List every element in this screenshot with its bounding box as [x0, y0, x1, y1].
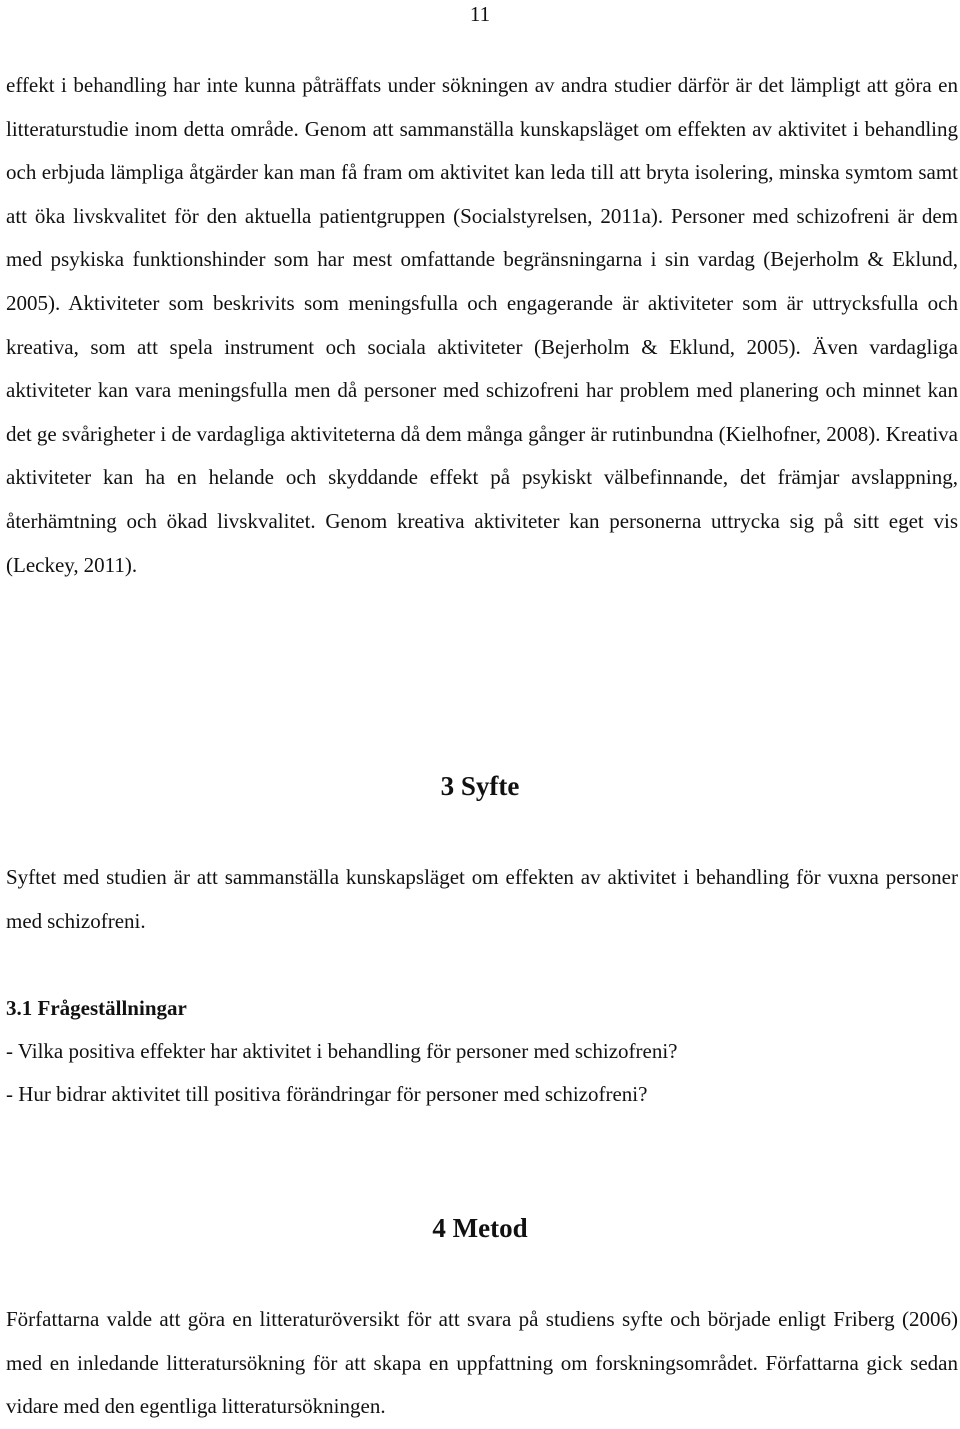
subheading-fragestallningar: 3.1 Frågeställningar — [6, 996, 187, 1020]
metod-paragraph: Författarna valde att göra en litteraturöversikt för att svara på studiens syfte och började enligt Friberg (2006) med en inledande litteratursökning för att skapa en uppfattning om forskningsområdet. Författarna gick sedan vidare med den egentliga litteratursökningen. — [6, 1307, 958, 1419]
syfte-paragraph: Syftet med studien är att sammanställa kunskapsläget om effekten av aktivitet i behandling för vuxna personer med schizofreni. — [6, 865, 958, 933]
research-question-2: - Hur bidrar aktivitet till positiva förändringar för personer med schizofreni? — [6, 1082, 648, 1106]
research-question-1: - Vilka positiva effekter har aktivitet i behandling för personer med schizofreni? — [6, 1039, 678, 1063]
page-number: 11 — [469, 2, 491, 26]
section-heading-syfte: 3 Syfte — [440, 771, 520, 801]
section-heading-metod: 4 Metod — [432, 1213, 528, 1243]
intro-paragraph: effekt i behandling har inte kunna påträffats under sökningen av andra studier därför är det lämpligt att göra en litteraturstudie inom detta område. Genom att sammanställa kunskapsläget om effekten av aktivitet i behandling och erbjuda lämpliga åtgärder kan man få fram om aktivitet kan leda till att bryta isolering, minska symtom samt att öka livskvalitet för den aktuella patientgruppen (Socialstyrelsen, 2011a). Personer med schizofreni är dem med psykiska funktionshinder som har mest omfattande begränsningarna i sin vardag (Bejerholm & Eklund, 2005). Aktiviteter som beskrivits som meningsfulla och engagerande är aktiviteter som är uttrycksfulla och kreativa, som att spela instrument och sociala aktiviteter (Bejerholm & Eklund, 2005). Även vardagliga aktiviteter kan vara meningsfulla men då personer med schizofreni har problem med planering och minnet kan det ge svårigheter i de vardagliga aktiviteterna då dem många gånger är rutinbundna (Kielhofner, 2008). Kreativa aktiviteter kan ha en helande och skyddande effekt på psykiskt välbefinnande, det främjar avslappning, återhämtning och ökad livskvalitet. Genom kreativa aktiviteter kan personerna uttrycka sig på sitt eget vis (Leckey, 2011). — [6, 73, 958, 577]
